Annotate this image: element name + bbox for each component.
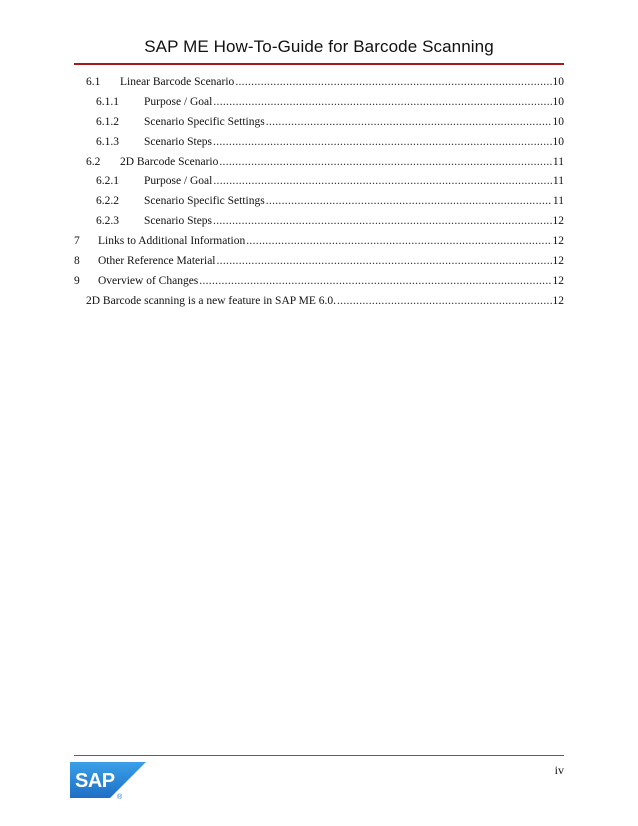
toc-entry-number: 6.1 (86, 76, 101, 88)
toc-leader-dots (213, 95, 551, 110)
toc-entry-title: Other Reference Material (98, 255, 216, 268)
toc-entry-6-1[interactable] (74, 75, 564, 95)
toc-entry-page: 11 (552, 175, 564, 188)
toc-entry-page: 12 (552, 274, 564, 287)
toc-entry-6-1-2[interactable] (74, 115, 564, 135)
toc-entry-title: Purpose / Goal (144, 95, 213, 108)
toc-entry-title: 2D Barcode scanning is a new feature in SAP ME 6.0. (86, 294, 336, 307)
toc-entry-9[interactable] (74, 274, 564, 294)
toc-leader-dots (217, 254, 552, 269)
toc-entry-6-1-1[interactable] (74, 95, 564, 115)
toc-entry-page: 10 (552, 135, 564, 148)
toc-entry-title: Scenario Specific Settings (144, 195, 265, 208)
toc-entry-number: 6.1.2 (96, 115, 119, 128)
toc-entry-number: 6.2.3 (96, 215, 119, 228)
toc-entry-number: 6.2.1 (96, 175, 119, 188)
toc-entry-6-1-3[interactable] (74, 135, 564, 155)
toc-entry-page: 11 (552, 155, 564, 168)
toc-entry-page: 10 (552, 95, 564, 108)
toc-entry-title: Scenario Specific Settings (144, 115, 265, 128)
toc-entry-2d-barcode-note[interactable] (74, 294, 564, 314)
page-title: SAP ME How-To-Guide for Barcode Scanning (144, 37, 494, 56)
toc-entry-page: 12 (552, 255, 564, 268)
toc-leader-dots (213, 214, 551, 229)
toc-entry-page: 10 (552, 76, 564, 88)
toc-entry-8[interactable] (74, 254, 564, 274)
toc-entry-title: Overview of Changes (98, 274, 199, 287)
toc-entry-page: 12 (552, 294, 564, 307)
toc-leader-dots (266, 194, 552, 209)
toc-leader-dots (266, 115, 552, 130)
sap-logo-text: SAP (75, 770, 115, 792)
page-number: iv (554, 763, 564, 777)
toc-leader-dots (246, 234, 551, 249)
toc-entry-page: 10 (552, 115, 564, 128)
toc-leader-dots (219, 155, 552, 170)
toc-entry-title: Scenario Steps (144, 215, 213, 228)
toc-entry-title: Links to Additional Information (98, 235, 246, 248)
toc-entry-number: 6.1.1 (96, 95, 119, 108)
toc-leader-dots (199, 274, 551, 289)
toc-entry-number: 8 (74, 255, 80, 268)
toc-entry-6-2-2[interactable] (74, 194, 564, 214)
toc-leader-dots (337, 294, 552, 309)
toc-entry-6-2-1[interactable] (74, 174, 564, 194)
toc-entry-title: 2D Barcode Scenario (120, 155, 219, 168)
toc-leader-dots (213, 174, 552, 189)
sap-logo (70, 760, 148, 800)
footer-divider (74, 755, 564, 756)
toc-entry-number: 9 (74, 274, 80, 287)
table-of-contents (74, 75, 564, 314)
toc-entry-page: 12 (552, 215, 564, 228)
toc-leader-dots (213, 135, 551, 150)
toc-entry-7[interactable] (74, 234, 564, 254)
toc-entry-title: Scenario Steps (144, 135, 213, 148)
toc-leader-dots (235, 75, 551, 90)
toc-entry-title: Purpose / Goal (144, 175, 213, 188)
toc-entry-6-2-3[interactable] (74, 214, 564, 234)
toc-entry-6-2[interactable] (74, 155, 564, 175)
sap-logo-registered-mark: ® (117, 794, 123, 800)
toc-entry-page: 12 (552, 235, 564, 248)
toc-entry-number: 6.2.2 (96, 195, 119, 208)
toc-entry-number: 6.1.3 (96, 135, 119, 148)
toc-entry-number: 7 (74, 235, 80, 248)
toc-entry-page: 11 (552, 195, 564, 208)
toc-entry-number: 6.2 (86, 155, 101, 168)
header-divider (74, 63, 564, 65)
toc-entry-title: Linear Barcode Scenario (120, 76, 235, 88)
